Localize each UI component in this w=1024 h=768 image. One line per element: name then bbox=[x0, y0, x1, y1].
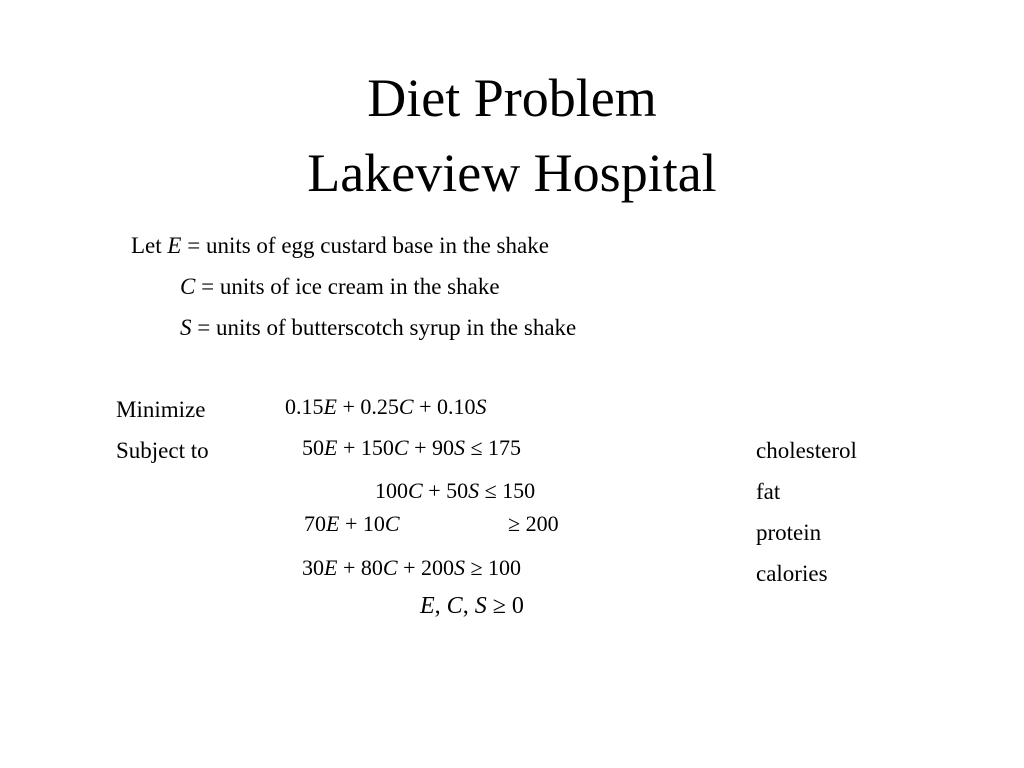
constraint-protein-lhs bbox=[304, 510, 400, 538]
var: S bbox=[474, 593, 487, 619]
label-fat: fat bbox=[756, 479, 781, 504]
var: E bbox=[324, 435, 338, 460]
op: + bbox=[337, 435, 361, 460]
constraint-cholesterol bbox=[302, 434, 521, 462]
coef: 50 bbox=[302, 435, 324, 460]
definition-e bbox=[131, 232, 549, 260]
definition-text: = units of butterscotch syrup in the shake bbox=[191, 315, 577, 340]
var: S bbox=[468, 478, 480, 503]
relation: ≤ 150 bbox=[479, 478, 536, 503]
var: E bbox=[420, 593, 435, 619]
coef: 90 bbox=[431, 435, 454, 460]
var: E bbox=[324, 555, 338, 580]
label-cholesterol: cholesterol bbox=[756, 438, 857, 463]
op: + bbox=[397, 555, 421, 580]
constraint-protein-rhs: ≥ 200 bbox=[508, 511, 559, 536]
coef: 70 bbox=[304, 511, 326, 536]
definition-text: = units of egg custard base in the shake bbox=[181, 233, 549, 258]
page-subtitle: Lakeview Hospital bbox=[307, 143, 717, 203]
variable-e: E bbox=[167, 233, 182, 258]
op: + bbox=[408, 435, 432, 460]
var: C bbox=[446, 593, 463, 619]
definition-s bbox=[180, 314, 576, 342]
definition-prefix: Let bbox=[131, 233, 168, 258]
coef: 0.15 bbox=[285, 394, 324, 419]
coef: 0.10 bbox=[436, 394, 476, 419]
coef: 10 bbox=[362, 511, 385, 536]
op: + bbox=[339, 511, 363, 536]
var: C bbox=[382, 555, 398, 580]
var: C bbox=[384, 511, 400, 536]
var: S bbox=[453, 555, 465, 580]
label-calories: calories bbox=[756, 561, 828, 586]
separator: , bbox=[462, 593, 475, 619]
constraint-calories bbox=[302, 554, 521, 582]
separator: , bbox=[434, 593, 447, 619]
definition-c bbox=[180, 273, 500, 301]
coef: 150 bbox=[360, 435, 394, 460]
nonnegativity-constraint bbox=[420, 592, 524, 620]
var: S bbox=[453, 435, 465, 460]
page-title: Diet Problem bbox=[367, 68, 657, 128]
op: + bbox=[422, 478, 447, 503]
coef: 100 bbox=[375, 478, 408, 503]
relation: ≥ 100 bbox=[464, 555, 522, 580]
label-protein: protein bbox=[756, 520, 822, 545]
coef: 30 bbox=[302, 555, 324, 580]
op: + bbox=[337, 555, 361, 580]
var: E bbox=[326, 511, 340, 536]
var: C bbox=[393, 435, 409, 460]
op: + bbox=[413, 394, 437, 419]
relation: ≥ 0 bbox=[486, 593, 524, 619]
definition-text: = units of ice cream in the shake bbox=[195, 274, 500, 299]
coef: 50 bbox=[446, 478, 469, 503]
coef: 80 bbox=[360, 555, 383, 580]
variable-s: S bbox=[180, 315, 192, 340]
coef: 200 bbox=[420, 555, 454, 580]
relation: ≤ 175 bbox=[464, 435, 522, 460]
minimize-label: Minimize bbox=[116, 397, 206, 422]
var: C bbox=[398, 394, 414, 419]
constraint-fat bbox=[375, 477, 535, 505]
coef: 0.25 bbox=[360, 394, 399, 419]
variable-c: C bbox=[180, 274, 196, 299]
subject-to-label: Subject to bbox=[116, 438, 209, 463]
var: C bbox=[408, 478, 423, 503]
var: S bbox=[475, 394, 487, 419]
var: E bbox=[323, 394, 337, 419]
op: + bbox=[336, 394, 361, 419]
objective-function bbox=[285, 393, 486, 421]
